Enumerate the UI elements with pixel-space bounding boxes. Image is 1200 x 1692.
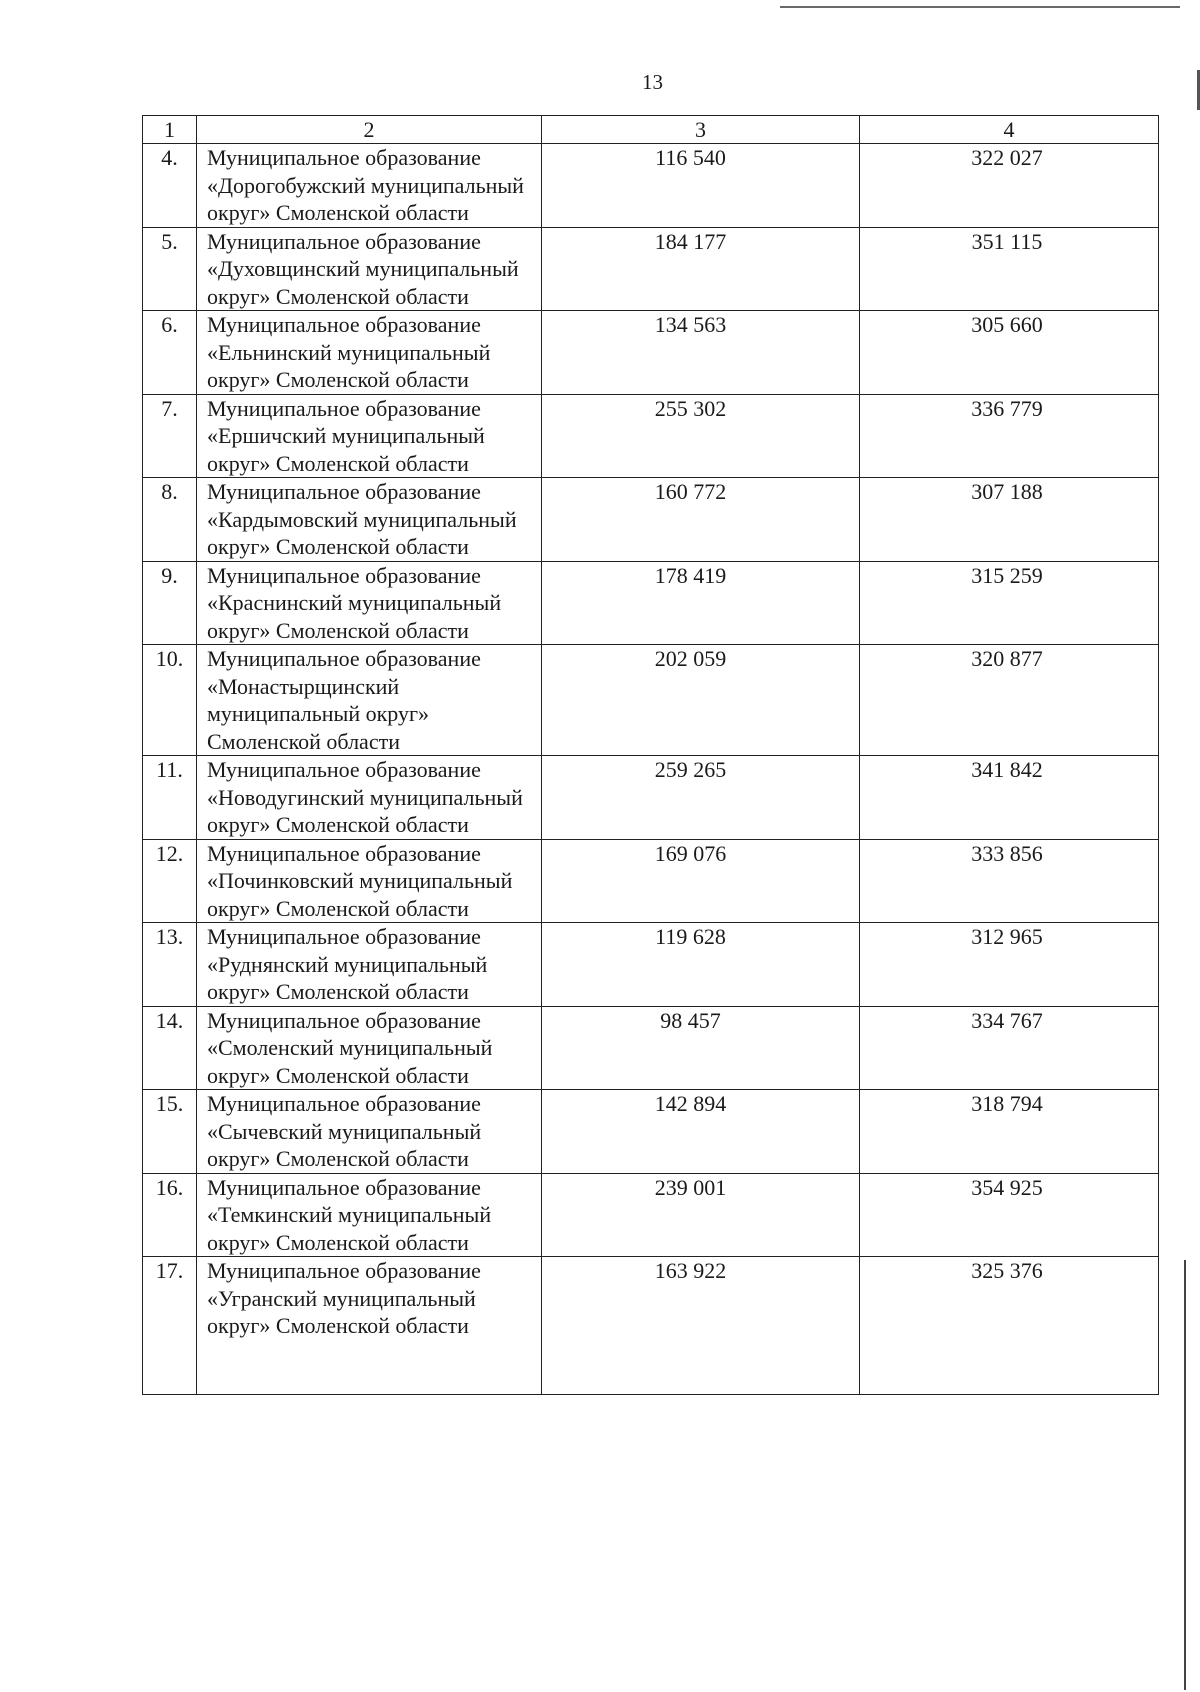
value-col-3: 134 563 <box>654 312 727 337</box>
header-col-3: 3 <box>542 116 860 144</box>
value-col-4: 307 188 <box>971 479 1043 504</box>
data-table <box>142 115 1159 1395</box>
municipality-name: Муниципальное образование «Темкинский муниципальный округ» Смоленской области <box>197 1173 542 1257</box>
value-col-3: 184 177 <box>654 228 727 254</box>
value-col-3: 142 894 <box>654 1091 727 1116</box>
value-col-3: 202 059 <box>654 646 727 671</box>
value-col-4: 320 877 <box>971 646 1043 671</box>
header-col-4: 4 <box>860 116 1159 144</box>
value-col-3: 239 001 <box>654 1174 727 1200</box>
table-row <box>143 1090 1159 1174</box>
row-number: 11. <box>143 756 197 840</box>
value-col-3: 169 076 <box>654 840 727 866</box>
table-row <box>143 394 1159 478</box>
table-row <box>143 1006 1159 1090</box>
row-number: 10. <box>143 645 197 756</box>
value-col-4: 351 115 <box>971 228 1043 254</box>
value-col-4: 315 259 <box>971 562 1043 588</box>
table-header-row <box>143 116 1159 144</box>
value-col-4: 334 767 <box>971 1007 1043 1033</box>
row-number: 15. <box>143 1090 197 1174</box>
municipality-name: Муниципальное образование «Краснинский муниципальный округ» Смоленской области <box>197 561 542 645</box>
municipality-name: Муниципальное образование «Кардымовский муниципальный округ» Смоленской области <box>197 478 542 562</box>
row-number: 14. <box>143 1006 197 1090</box>
table-row <box>143 923 1159 1007</box>
row-number: 5. <box>143 227 197 311</box>
municipality-name: Муниципальное образование «Сычевский муниципальный округ» Смоленской области <box>197 1090 542 1174</box>
value-col-4: 354 925 <box>971 1174 1043 1200</box>
page-number: 13 <box>642 70 663 94</box>
table-row <box>143 839 1159 923</box>
value-col-3: 119 628 <box>655 924 726 949</box>
value-col-3: 116 540 <box>655 145 726 170</box>
table-row <box>143 756 1159 840</box>
table-row <box>143 561 1159 645</box>
value-col-3: 163 922 <box>654 1258 727 1283</box>
value-col-4: 305 660 <box>971 312 1043 337</box>
row-number: 17. <box>143 1257 197 1395</box>
value-col-4: 312 965 <box>971 924 1043 949</box>
municipality-name: Муниципальное образование «Починковский муниципальный округ» Смоленской области <box>197 839 542 923</box>
row-number: 13. <box>143 923 197 1007</box>
municipality-name: Муниципальное образование «Дорогобужский муниципальный округ» Смоленской области <box>197 144 542 228</box>
row-number: 8. <box>143 478 197 562</box>
value-col-4: 318 794 <box>971 1091 1043 1116</box>
municipality-name: Муниципальное образование «Ельнинский муниципальный округ» Смоленской области <box>197 311 542 395</box>
value-col-4: 325 376 <box>971 1258 1043 1283</box>
table-row <box>143 1257 1159 1395</box>
municipality-name: Муниципальное образование «Духовщинский муниципальный округ» Смоленской области <box>197 227 542 311</box>
scan-artifact-top-line <box>780 6 1180 8</box>
table-row <box>143 227 1159 311</box>
row-number: 4. <box>143 144 197 228</box>
value-col-3: 160 772 <box>654 479 727 504</box>
row-number: 12. <box>143 839 197 923</box>
row-number: 16. <box>143 1173 197 1257</box>
table-row <box>143 645 1159 756</box>
municipality-name: Муниципальное образование «Монастырщинский муниципальный округ» Смоленской области <box>197 645 542 756</box>
municipality-name: Муниципальное образование «Угранский муниципальный округ» Смоленской области <box>197 1257 542 1395</box>
header-col-1: 1 <box>143 116 197 144</box>
municipality-name: Муниципальное образование «Руднянский муниципальный округ» Смоленской области <box>197 923 542 1007</box>
row-number: 6. <box>143 311 197 395</box>
value-col-4: 341 842 <box>971 757 1043 782</box>
value-col-4: 322 027 <box>971 145 1043 170</box>
municipality-name: Муниципальное образование «Смоленский муниципальный округ» Смоленской области <box>197 1006 542 1090</box>
row-number: 9. <box>143 561 197 645</box>
value-col-4: 336 779 <box>971 395 1043 421</box>
value-col-3: 255 302 <box>654 395 727 421</box>
row-number: 7. <box>143 394 197 478</box>
value-col-4: 333 856 <box>971 840 1043 866</box>
header-col-2: 2 <box>197 116 542 144</box>
municipality-name: Муниципальное образование «Ершичский муниципальный округ» Смоленской области <box>197 394 542 478</box>
value-col-3: 259 265 <box>654 757 727 782</box>
value-col-3: 98 457 <box>660 1007 721 1033</box>
value-col-3: 178 419 <box>654 562 727 588</box>
table-row <box>143 144 1159 228</box>
table-row <box>143 1173 1159 1257</box>
municipality-name: Муниципальное образование «Новодугинский муниципальный округ» Смоленской области <box>197 756 542 840</box>
table-row <box>143 311 1159 395</box>
table-row <box>143 478 1159 562</box>
scan-artifact-right-line <box>1184 1260 1186 1690</box>
